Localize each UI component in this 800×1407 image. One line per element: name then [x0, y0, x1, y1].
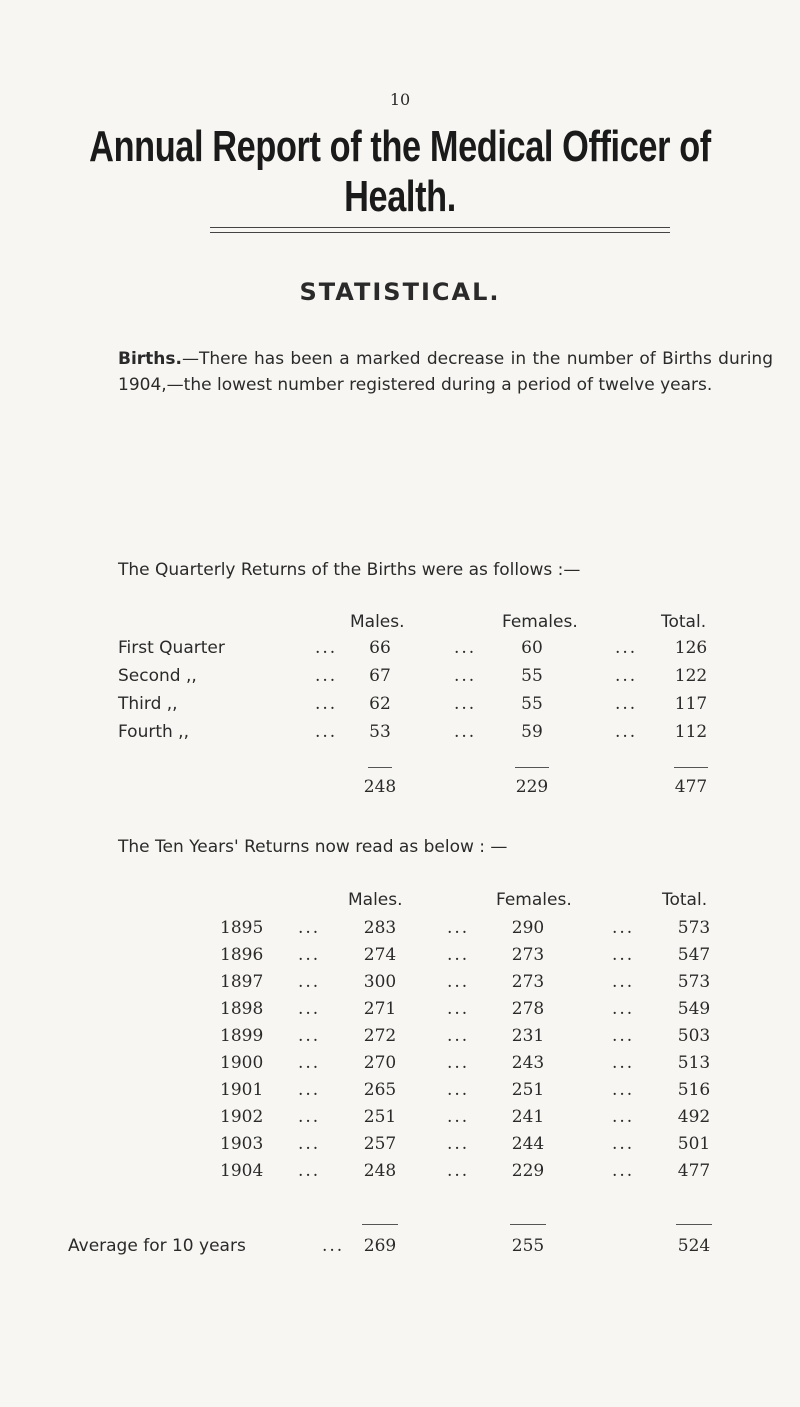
- males-value: 265: [363, 1080, 397, 1100]
- year-label: 1904: [220, 1161, 264, 1181]
- females-average: 255: [511, 1236, 545, 1256]
- leader-dots: ...: [447, 1161, 470, 1181]
- leader-dots: ...: [315, 722, 338, 742]
- sum-rule: [510, 1224, 546, 1225]
- males-total: 248: [363, 777, 397, 797]
- females-value: 55: [521, 666, 543, 686]
- males-value: 248: [363, 1161, 397, 1181]
- row-label: Third ,,: [118, 694, 178, 714]
- leader-dots: ...: [447, 972, 470, 992]
- column-header: Males.: [348, 890, 403, 910]
- females-value: 60: [521, 638, 543, 658]
- section-heading: STATISTICAL.: [299, 278, 501, 306]
- males-value: 62: [369, 694, 391, 714]
- leader-dots: ...: [615, 722, 638, 742]
- sum-rule: [368, 767, 392, 768]
- total-value: 503: [677, 1026, 711, 1046]
- double-rule-divider: [210, 227, 670, 233]
- leader-dots: ...: [315, 694, 338, 714]
- total-value: 513: [677, 1053, 711, 1073]
- females-total: 229: [515, 777, 549, 797]
- females-value: 241: [511, 1107, 545, 1127]
- leader-dots: ...: [615, 638, 638, 658]
- females-value: 251: [511, 1080, 545, 1100]
- leader-dots: ...: [315, 666, 338, 686]
- sum-rule: [515, 767, 549, 768]
- leader-dots: ...: [615, 694, 638, 714]
- leader-dots: ...: [315, 638, 338, 658]
- leader-dots: ...: [612, 918, 635, 938]
- leader-dots: ...: [298, 1026, 321, 1046]
- year-label: 1901: [220, 1080, 264, 1100]
- males-value: 270: [363, 1053, 397, 1073]
- total-value: 547: [677, 945, 711, 965]
- leader-dots: ...: [447, 1026, 470, 1046]
- quarterly-intro: The Quarterly Returns of the Births were as follows :—: [118, 560, 581, 580]
- total-value: 492: [677, 1107, 711, 1127]
- total-value: 549: [677, 999, 711, 1019]
- females-value: 229: [511, 1161, 545, 1181]
- births-lead: Births.: [118, 349, 182, 369]
- leader-dots: ...: [454, 722, 477, 742]
- total-value: 477: [677, 1161, 711, 1181]
- total-value: 516: [677, 1080, 711, 1100]
- males-value: 251: [363, 1107, 397, 1127]
- males-value: 283: [363, 918, 397, 938]
- males-value: 274: [363, 945, 397, 965]
- year-label: 1902: [220, 1107, 264, 1127]
- births-paragraph: [118, 346, 773, 398]
- leader-dots: ...: [612, 945, 635, 965]
- leader-dots: ...: [454, 666, 477, 686]
- total-value: 573: [677, 918, 711, 938]
- males-value: 257: [363, 1134, 397, 1154]
- leader-dots: ...: [447, 999, 470, 1019]
- sum-rule: [674, 767, 708, 768]
- leader-dots: ...: [615, 666, 638, 686]
- females-value: 244: [511, 1134, 545, 1154]
- leader-dots: ...: [298, 1107, 321, 1127]
- females-value: 243: [511, 1053, 545, 1073]
- report-title: Annual Report of the Medical Officer of Health.: [89, 122, 711, 221]
- column-header: Males.: [350, 612, 405, 632]
- row-label: Fourth ,,: [118, 722, 189, 742]
- sum-rule: [362, 1224, 398, 1225]
- leader-dots: ...: [612, 1053, 635, 1073]
- leader-dots: ...: [298, 1080, 321, 1100]
- females-value: 231: [511, 1026, 545, 1046]
- males-value: 272: [363, 1026, 397, 1046]
- leader-dots: ...: [447, 1080, 470, 1100]
- leader-dots: ...: [612, 1107, 635, 1127]
- grand-total: 477: [674, 777, 708, 797]
- females-value: 278: [511, 999, 545, 1019]
- year-label: 1898: [220, 999, 264, 1019]
- leader-dots: ...: [322, 1236, 345, 1256]
- year-label: 1896: [220, 945, 264, 965]
- females-value: 273: [511, 945, 545, 965]
- leader-dots: ...: [447, 945, 470, 965]
- males-value: 67: [369, 666, 391, 686]
- leader-dots: ...: [298, 1161, 321, 1181]
- year-label: 1900: [220, 1053, 264, 1073]
- leader-dots: ...: [298, 972, 321, 992]
- females-value: 273: [511, 972, 545, 992]
- males-value: 300: [363, 972, 397, 992]
- total-value: 573: [677, 972, 711, 992]
- leader-dots: ...: [447, 1053, 470, 1073]
- year-label: 1895: [220, 918, 264, 938]
- row-label: First Quarter: [118, 638, 225, 658]
- year-label: 1903: [220, 1134, 264, 1154]
- females-value: 290: [511, 918, 545, 938]
- leader-dots: ...: [298, 945, 321, 965]
- males-value: 66: [369, 638, 391, 658]
- births-text: —There has been a marked decrease in the number of Births during 1904,—the lowest number registered during a period of twelve years.: [118, 349, 773, 395]
- females-value: 59: [521, 722, 543, 742]
- leader-dots: ...: [454, 694, 477, 714]
- leader-dots: ...: [447, 1134, 470, 1154]
- column-header: Total.: [662, 890, 708, 910]
- page-number: 10: [389, 90, 411, 109]
- leader-dots: ...: [298, 1134, 321, 1154]
- leader-dots: ...: [298, 1053, 321, 1073]
- leader-dots: ...: [298, 918, 321, 938]
- total-value: 122: [674, 666, 708, 686]
- leader-dots: ...: [447, 918, 470, 938]
- total-average: 524: [677, 1236, 711, 1256]
- leader-dots: ...: [612, 1080, 635, 1100]
- leader-dots: ...: [298, 999, 321, 1019]
- column-header: Females.: [502, 612, 578, 632]
- leader-dots: ...: [454, 638, 477, 658]
- column-header: Total.: [661, 612, 707, 632]
- sum-rule: [676, 1224, 712, 1225]
- year-label: 1899: [220, 1026, 264, 1046]
- leader-dots: ...: [447, 1107, 470, 1127]
- males-value: 53: [369, 722, 391, 742]
- leader-dots: ...: [612, 1026, 635, 1046]
- ten-years-intro: The Ten Years' Returns now read as below : —: [118, 837, 508, 857]
- leader-dots: ...: [612, 999, 635, 1019]
- males-value: 271: [363, 999, 397, 1019]
- leader-dots: ...: [612, 1134, 635, 1154]
- females-value: 55: [521, 694, 543, 714]
- average-label: Average for 10 years: [68, 1236, 246, 1256]
- leader-dots: ...: [612, 1161, 635, 1181]
- males-average: 269: [363, 1236, 397, 1256]
- leader-dots: ...: [612, 972, 635, 992]
- year-label: 1897: [220, 972, 264, 992]
- total-value: 117: [674, 694, 708, 714]
- total-value: 126: [674, 638, 708, 658]
- column-header: Females.: [496, 890, 572, 910]
- row-label: Second ,,: [118, 666, 197, 686]
- total-value: 501: [677, 1134, 711, 1154]
- total-value: 112: [674, 722, 708, 742]
